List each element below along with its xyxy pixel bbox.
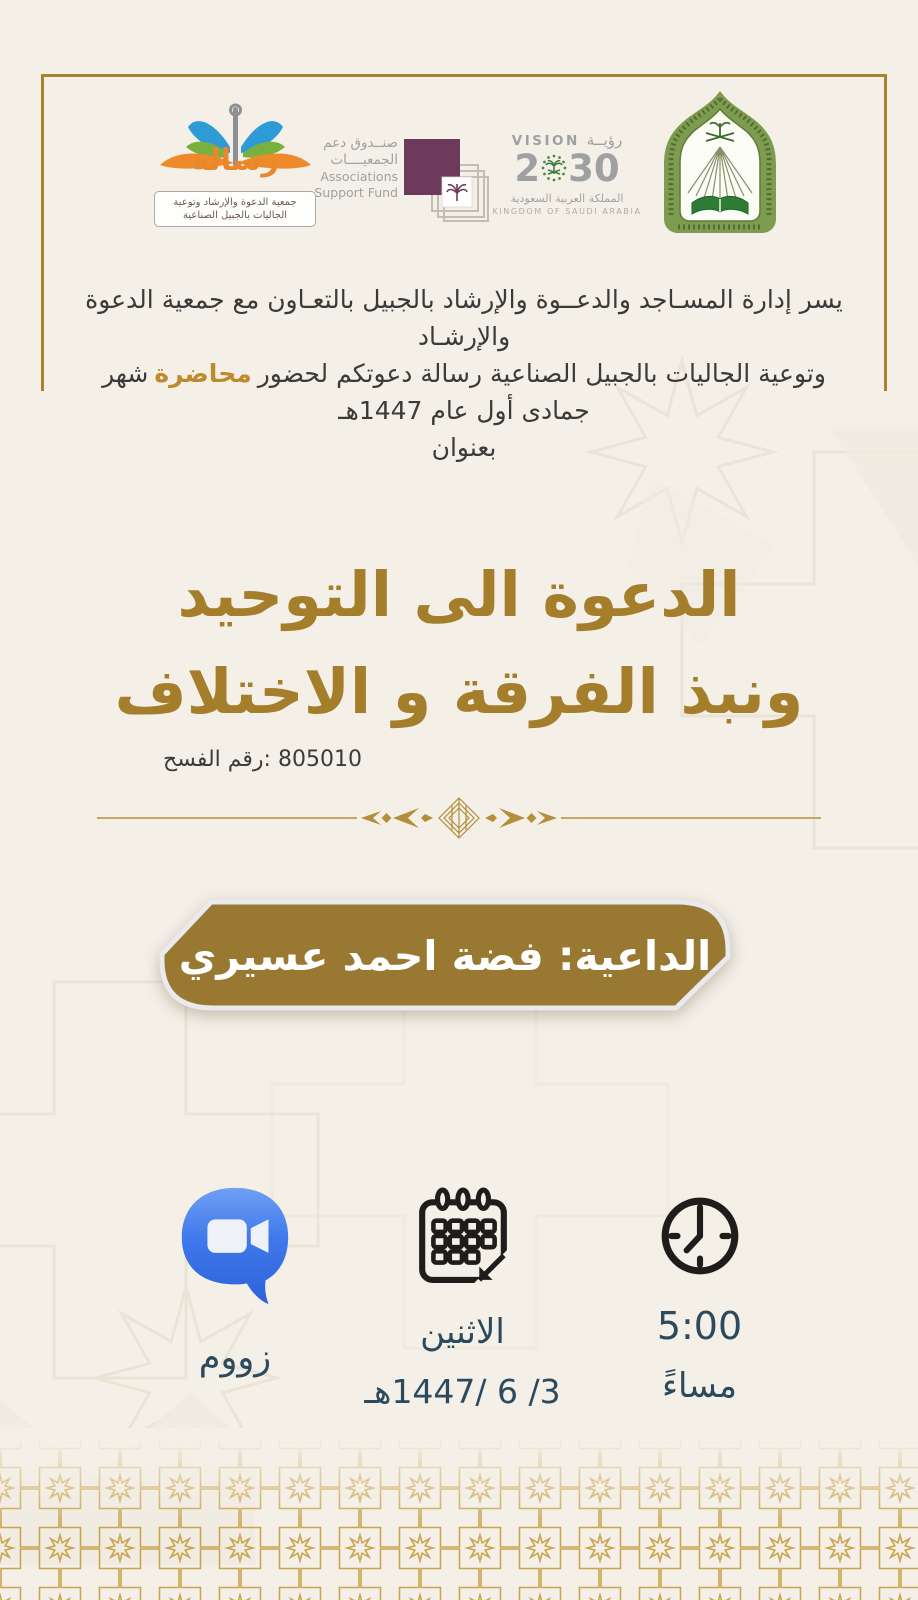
asf-logo-mark [402,137,492,231]
header-frame [41,74,887,462]
time-period: مساءً [662,1366,737,1406]
date-column [364,1186,561,1411]
day-name: الاثنين [420,1312,505,1352]
intro-line2: وتوعية الجاليات بالجبيل الصناعية رسالة دعوتكم لحضورمحاضرةشهر جمادى أول عام 1447هـ [102,359,826,425]
ornamental-divider [95,796,823,840]
resalah-caption: جمعية الدعوة والإرشاد وتوعية الجاليات بالجبيل الصناعية [154,191,316,227]
platform-label: زووم [198,1338,272,1378]
vision-country-en: KINGDOM OF SAUDI ARABIA [492,207,642,216]
ministry-islamic-affairs-logo [644,87,796,237]
time-value: 5:00 [656,1304,743,1348]
speaker-name: الداعية: فضة احمد عسيري [178,932,712,980]
permit-number: رقم الفسح : 805010 [163,747,362,772]
vision-ar: رؤيــة [586,131,623,149]
vision-country-ar: المملكة العربية السعودية [510,192,624,205]
calendar-icon [416,1186,510,1286]
clock-icon [656,1192,744,1280]
permit-value: 805010 [277,747,362,772]
intro-line3: بعنوان [431,433,497,462]
vision-en: VISION [511,133,580,149]
hijri-date: 1447هـ / 6 / 3 [364,1372,561,1411]
intro-paragraph [68,281,860,466]
lecture-highlight: محاضرة [154,359,252,388]
vision-2030-logo: VISION رؤيــة 2 30 المملكة العربية السعودية KINGDOM OF SAUDI ARABIA [492,131,642,216]
time-column [612,1192,787,1406]
platform-column [150,1182,320,1378]
speaker-banner [159,899,731,1013]
permit-label: رقم الفسح [163,747,264,772]
lecture-title [0,546,918,740]
lecture-title-line2: ونبذ الفرقة و الاختلاف [114,655,804,728]
pattern-fade-overlay [0,1428,918,1523]
resalah-wordmark: رسالة [191,143,279,178]
lecture-title-line1: الدعوة الى التوحيد [177,558,741,631]
resalah-association-logo [150,103,320,231]
zoom-video-icon [173,1182,297,1310]
associations-support-fund-logo: صنــدوق دعم الجمعيــــات Associations Support Fund [310,135,492,235]
intro-line1: يسر إدارة المسـاجد والدعــوة والإرشاد بالجبيل بالتعـاون مع جمعية الدعوة والإرشـاد [85,285,843,351]
vision-palm-emblem [540,153,568,185]
